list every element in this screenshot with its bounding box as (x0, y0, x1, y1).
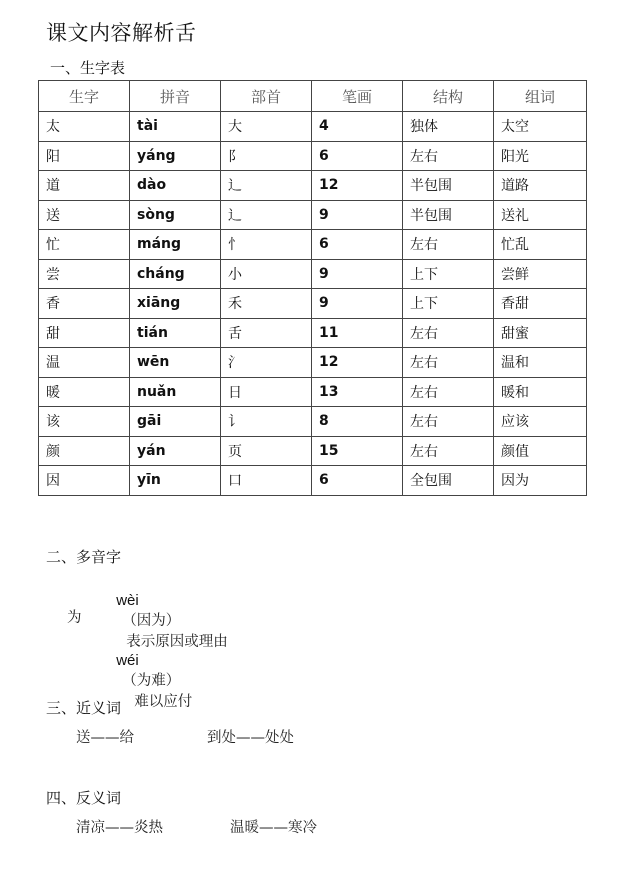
cell-pinyin: gāi (130, 407, 221, 437)
table-row (39, 407, 587, 437)
cell-character: 甜 (39, 318, 130, 348)
cell-pinyin: yáng (130, 141, 221, 171)
cell-pinyin: sòng (130, 200, 221, 230)
cell-words: 应该 (494, 407, 587, 437)
polyphone-pinyin: wéi (116, 652, 139, 669)
cell-radical: 口 (221, 466, 312, 496)
cell-character: 因 (39, 466, 130, 496)
cell-radical: 氵 (221, 348, 312, 378)
column-header-strokes: 笔画 (312, 81, 403, 112)
cell-strokes: 4 (312, 112, 403, 142)
cell-words: 颜值 (494, 436, 587, 466)
cell-pinyin: yīn (130, 466, 221, 496)
cell-words: 送礼 (494, 200, 587, 230)
document-title: 课文内容解析舌 (46, 21, 197, 45)
cell-character: 该 (39, 407, 130, 437)
cell-strokes: 6 (312, 141, 403, 171)
cell-character: 温 (39, 348, 130, 378)
cell-radical: 大 (221, 112, 312, 142)
cell-radical: 辶 (221, 171, 312, 201)
column-header-pinyin: 拼音 (130, 81, 221, 112)
cell-strokes: 12 (312, 348, 403, 378)
cell-words: 尝鲜 (494, 259, 587, 289)
table-header-row (39, 81, 587, 112)
character-table (38, 80, 587, 496)
cell-character: 忙 (39, 230, 130, 260)
cell-words: 温和 (494, 348, 587, 378)
table-row (39, 112, 587, 142)
table-row (39, 259, 587, 289)
table-row (39, 200, 587, 230)
table-row (39, 436, 587, 466)
column-header-character: 生字 (39, 81, 130, 112)
cell-radical: 阝 (221, 141, 312, 171)
cell-radical: 讠 (221, 407, 312, 437)
cell-strokes: 15 (312, 436, 403, 466)
polyphone-word: （因为） (122, 613, 181, 629)
table-row (39, 377, 587, 407)
synonym-pair-1: 送——给 (76, 730, 134, 746)
cell-words: 道路 (494, 171, 587, 201)
table-row (39, 348, 587, 378)
table-row (39, 318, 587, 348)
antonym-pair-1: 清凉——炎热 (76, 820, 163, 836)
cell-words: 太空 (494, 112, 587, 142)
cell-pinyin: tián (130, 318, 221, 348)
cell-words: 香甜 (494, 289, 587, 319)
cell-words: 因为 (494, 466, 587, 496)
cell-structure: 上下 (403, 259, 494, 289)
cell-structure: 左右 (403, 407, 494, 437)
cell-radical: 小 (221, 259, 312, 289)
cell-structure: 左右 (403, 377, 494, 407)
polyphone-meaning: 表示原因或理由 (126, 634, 228, 650)
polyphone-meaning: 难以应付 (134, 694, 193, 710)
table-row (39, 141, 587, 171)
polyphone-pinyin: wèi (116, 592, 139, 609)
column-header-words: 组词 (494, 81, 587, 112)
synonym-pair-2: 到处——处处 (207, 730, 294, 746)
cell-character: 颜 (39, 436, 130, 466)
cell-strokes: 12 (312, 171, 403, 201)
cell-pinyin: máng (130, 230, 221, 260)
cell-words: 忙乱 (494, 230, 587, 260)
cell-radical: 禾 (221, 289, 312, 319)
cell-strokes: 9 (312, 200, 403, 230)
cell-radical: 舌 (221, 318, 312, 348)
cell-radical: 页 (221, 436, 312, 466)
cell-strokes: 11 (312, 318, 403, 348)
section-heading-vocab: 一、生字表 (50, 59, 126, 77)
cell-character: 太 (39, 112, 130, 142)
cell-radical: 忄 (221, 230, 312, 260)
cell-strokes: 8 (312, 407, 403, 437)
cell-strokes: 13 (312, 377, 403, 407)
table-row (39, 171, 587, 201)
table-row (39, 466, 587, 496)
cell-pinyin: cháng (130, 259, 221, 289)
cell-structure: 左右 (403, 230, 494, 260)
cell-strokes: 9 (312, 259, 403, 289)
cell-structure: 半包围 (403, 200, 494, 230)
cell-structure: 左右 (403, 436, 494, 466)
cell-strokes: 6 (312, 230, 403, 260)
cell-pinyin: yán (130, 436, 221, 466)
cell-character: 暖 (39, 377, 130, 407)
cell-words: 甜蜜 (494, 318, 587, 348)
table-row (39, 230, 587, 260)
polyphone-character: 为 (67, 610, 82, 626)
cell-structure: 左右 (403, 348, 494, 378)
section-heading-synonyms: 三、近义词 (46, 699, 122, 717)
cell-structure: 上下 (403, 289, 494, 319)
cell-structure: 全包围 (403, 466, 494, 496)
table-row (39, 289, 587, 319)
antonym-pair-2: 温暖——寒冷 (230, 820, 317, 836)
cell-character: 尝 (39, 259, 130, 289)
polyphone-word: （为难） (122, 673, 181, 689)
cell-words: 暖和 (494, 377, 587, 407)
cell-pinyin: tài (130, 112, 221, 142)
cell-pinyin: dào (130, 171, 221, 201)
cell-strokes: 6 (312, 466, 403, 496)
cell-pinyin: wēn (130, 348, 221, 378)
cell-structure: 半包围 (403, 171, 494, 201)
cell-pinyin: nuǎn (130, 377, 221, 407)
cell-character: 道 (39, 171, 130, 201)
section-heading-polyphone: 二、多音字 (46, 548, 122, 566)
cell-character: 送 (39, 200, 130, 230)
cell-radical: 日 (221, 377, 312, 407)
cell-character: 香 (39, 289, 130, 319)
cell-radical: 辶 (221, 200, 312, 230)
cell-character: 阳 (39, 141, 130, 171)
cell-pinyin: xiāng (130, 289, 221, 319)
cell-structure: 左右 (403, 141, 494, 171)
cell-structure: 左右 (403, 318, 494, 348)
column-header-radical: 部首 (221, 81, 312, 112)
cell-structure: 独体 (403, 112, 494, 142)
section-heading-antonyms: 四、反义词 (46, 789, 122, 807)
column-header-structure: 结构 (403, 81, 494, 112)
cell-strokes: 9 (312, 289, 403, 319)
cell-words: 阳光 (494, 141, 587, 171)
